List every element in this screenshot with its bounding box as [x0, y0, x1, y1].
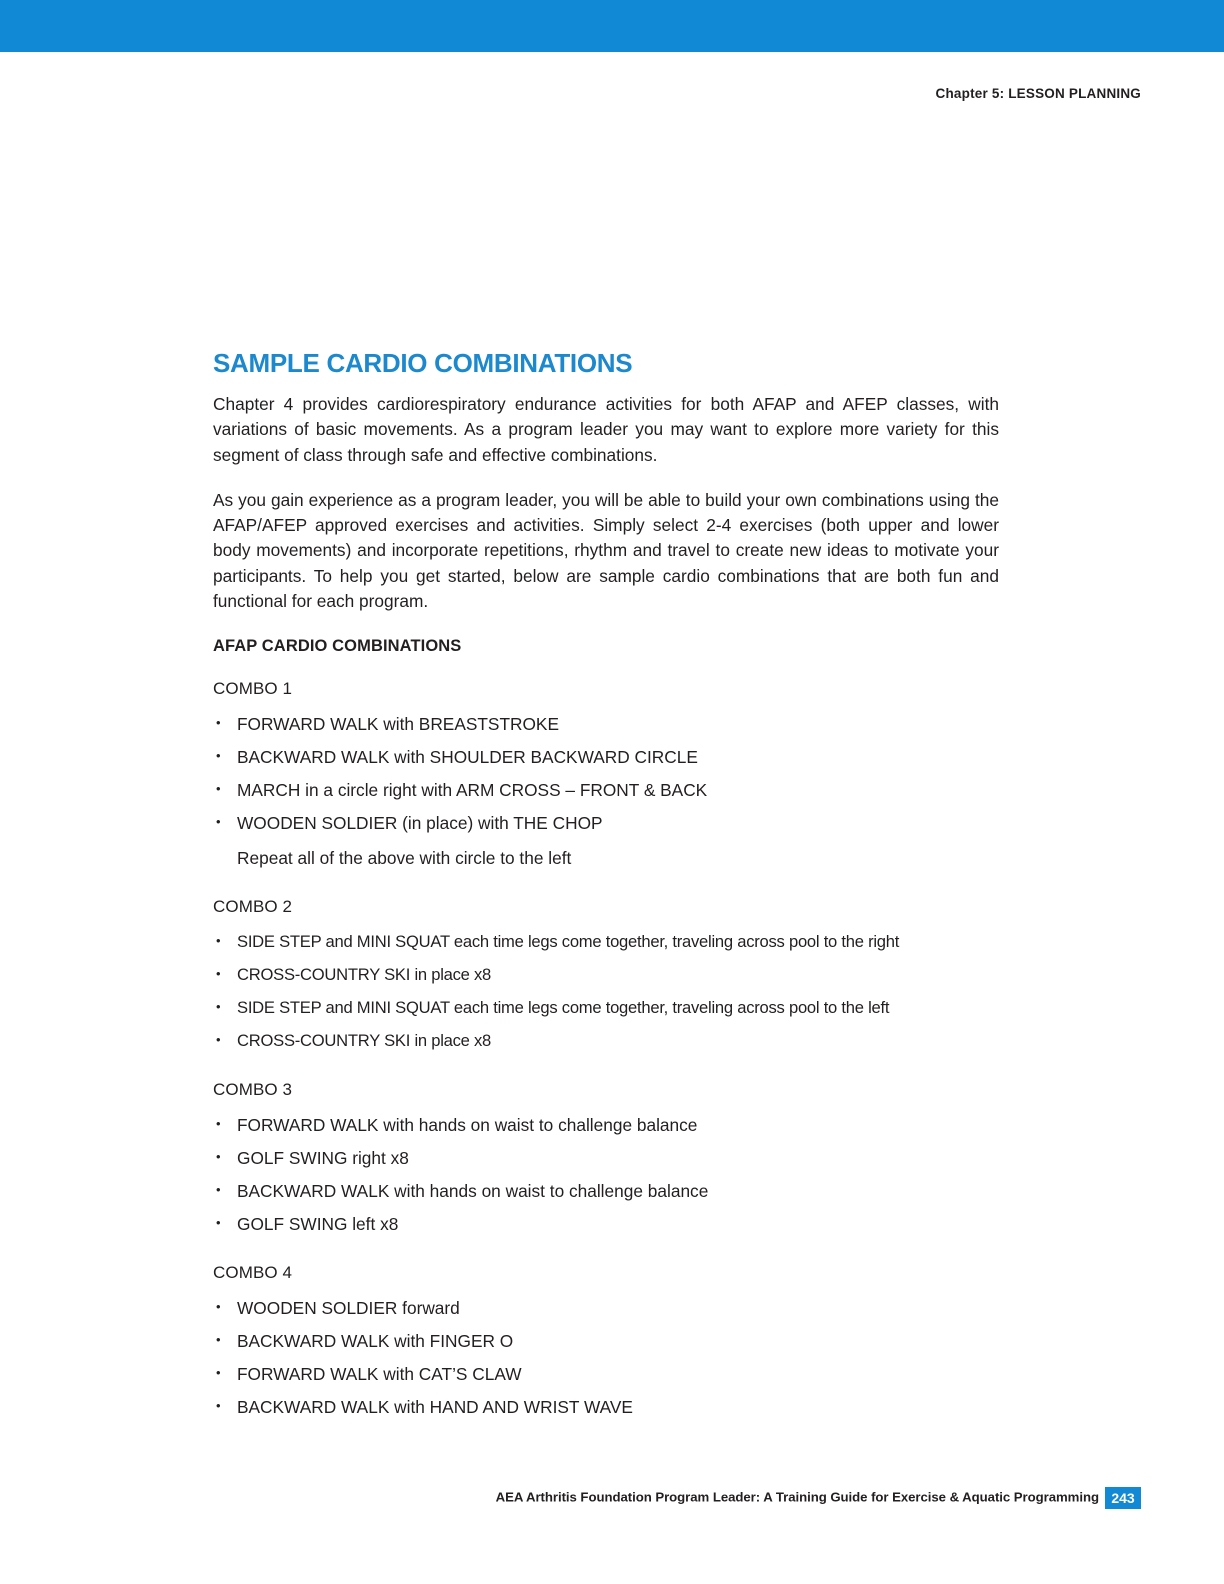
- combo-heading: COMBO 4: [213, 1263, 293, 1283]
- page-title: SAMPLE CARDIO COMBINATIONS: [213, 348, 633, 378]
- list-item: • GOLF SWING right x8: [213, 1147, 999, 1169]
- combo-block: [213, 1079, 999, 1235]
- combo-heading: COMBO 1: [213, 679, 293, 699]
- list-item: • BACKWARD WALK with FINGER O: [213, 1330, 999, 1352]
- list-item: • SIDE STEP and MINI SQUAT each time legs come together, traveling across pool to the left: [213, 997, 999, 1019]
- page-footer: [0, 1486, 1141, 1508]
- combo-heading: COMBO 2: [213, 897, 293, 917]
- list-item: • MARCH in a circle right with ARM CROSS – FRONT & BACK: [213, 779, 999, 801]
- combo-block: [213, 678, 999, 869]
- list-item: • FORWARD WALK with CAT’S CLAW: [213, 1363, 999, 1385]
- combo-list: [213, 713, 999, 869]
- list-item: • GOLF SWING left x8: [213, 1213, 999, 1235]
- list-item-continuation: Repeat all of the above with circle to the left: [237, 848, 572, 869]
- list-item: • WOODEN SOLDIER (in place) with THE CHOP: [213, 812, 999, 834]
- intro-paragraph-2: As you gain experience as a program leader, you will be able to build your own combinations using the AFAP/AFEP approved exercises and activities. Simply select 2-4 exercises (both upper and lower body movements) and incorporate repetitions, rhythm and travel to create new ideas to motivate your participants. To help you get started, below are sample cardio combinations that are both fun and functional for each program.: [213, 489, 999, 612]
- list-item: • BACKWARD WALK with hands on waist to challenge balance: [213, 1180, 999, 1202]
- list-item: • WOODEN SOLDIER forward: [213, 1297, 999, 1319]
- list-item: • CROSS-COUNTRY SKI in place x8: [213, 964, 999, 986]
- top-brand-band: [0, 0, 1224, 52]
- list-item: • SIDE STEP and MINI SQUAT each time legs come together, traveling across pool to the right: [213, 931, 999, 953]
- list-item: • BACKWARD WALK with SHOULDER BACKWARD CIRCLE: [213, 746, 999, 768]
- page-number-badge: 243: [1105, 1487, 1141, 1509]
- sub-heading-afap-cardio-combinations: AFAP CARDIO COMBINATIONS: [213, 637, 462, 656]
- combo-list: [213, 1114, 999, 1235]
- list-item: • BACKWARD WALK with HAND AND WRIST WAVE: [213, 1396, 999, 1418]
- combo-block: [213, 896, 999, 1052]
- page-content: [213, 348, 999, 1418]
- list-item: • FORWARD WALK with hands on waist to challenge balance: [213, 1114, 999, 1136]
- combo-block: [213, 1262, 999, 1418]
- footer-title: AEA Arthritis Foundation Program Leader: A Training Guide for Exercise & Aquatic Programming: [495, 1489, 1099, 1505]
- running-head: Chapter 5: LESSON PLANNING: [935, 86, 1141, 101]
- list-item: • CROSS-COUNTRY SKI in place x8: [213, 1030, 999, 1052]
- combo-list: [213, 931, 999, 1052]
- intro-paragraph-1: Chapter 4 provides cardiorespiratory endurance activities for both AFAP and AFEP classes, with variations of basic movements. As a program leader you may want to explore more variety for this segment of class through safe and effective combinations.: [213, 394, 999, 465]
- combo-heading: COMBO 3: [213, 1080, 293, 1100]
- combo-list: [213, 1297, 999, 1418]
- list-item: • FORWARD WALK with BREASTSTROKE: [213, 713, 999, 735]
